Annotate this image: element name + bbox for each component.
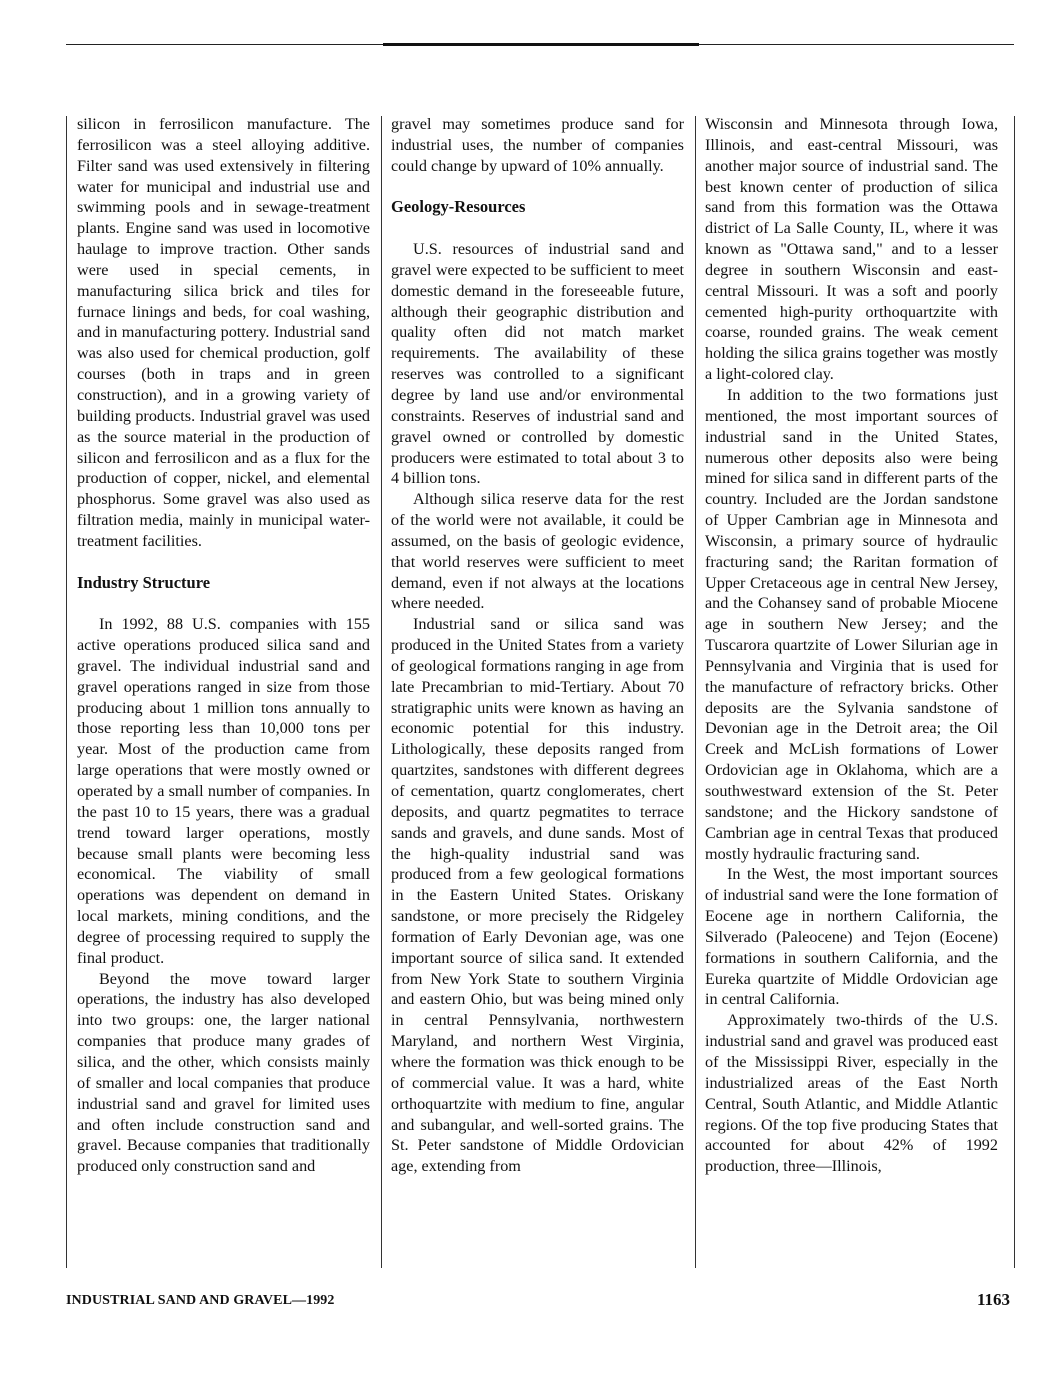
paragraph-formations: Industrial sand or silica sand was produced in the United States from a variety of geological formations ranging in age from late Precambrian to mid-Tertiary. About 70 stratigraphic units were known as having an economic potential for this industry. Lithologically, these deposits ranged from quartzites, sandstones with different degrees of cementation, quartz conglomerates, chert deposits, and quartz pegmatites to terrace sands and gravels, and dune sands. Most of the high-quality industrial sand was produced from a few geological formations in the Eastern United States. Oriskany sandstone, or more precisely the Ridgeley formation of Early Devonian age, was one important source of silica sand. It extended from New York State to southern Virginia and eastern Ohio, but was being mined only in central Pennsylvania, northwestern Maryland, and northern West Virginia, where the formation was thick enough to be of commercial value. It was a hard, white orthoquartzite with medium to fine, angular and subangular, and well-sorted grains. The St. Peter sandstone of Middle Ordovician age, extending from — [391, 615, 684, 1176]
paragraph-uses-continued: silicon in ferrosilicon manufacture. The ferrosilicon was a steel alloying additive. Filter sand was used extensively in filtering water for municipal and industrial use and swimming pools and in sewage-treatment plants. Engine sand was used in locomotive haulage to improve traction. Other sands were used in special cements, in manufacturing silica brick and tiles for furnace linings and beds, for coal washing, and in manufacturing pottery. Industrial sand was also used for chemical production, golf courses (both in traps and in green construction), and in a growing variety of building products. Industrial gravel was used as the source material in the production of silicon and ferrosilicon and as a flux for the production of copper, nickel, and elemental phosphorus. Some gravel was also used as filtration media, mainly in municipal water-treatment facilities. — [77, 115, 370, 550]
column-rule-2 — [695, 116, 696, 1268]
running-footer-title: INDUSTRIAL SAND AND GRAVEL—1992 — [66, 1293, 335, 1308]
paragraph-st-peter-continued: Wisconsin and Minnesota through Iowa, Illinois, and east-central Missouri, was another major source of industrial sand. The best known center of production of silica sand from this formation was the Ottawa district of La Salle County, IL, where it was known as "Ottawa sand," and to a lesser degree in southern Wisconsin and east-central Missouri. It was a soft and poorly cemented high-purity orthoquartzite with coarse, rounded grains. The weak cement holding the silica grains together was mostly a light-colored clay. — [705, 115, 998, 384]
paragraph-us-resources: U.S. resources of industrial sand and gravel were expected to be sufficient to meet domestic demand in the foreseeable future, although their geographic distribution and quality often did not match market requirements. The availability of these reserves was controlled to a significant degree by land use and/or environmental constraints. Reserves of industrial sand and gravel owned or controlled by domestic producers were estimated to total about 3 to 4 billion tons. — [391, 240, 684, 488]
paragraph-regional-production: Approximately two-thirds of the U.S. industrial sand and gravel was produced east of the Mississippi River, especially in the industrialized areas of the East North Central, South Atlantic, and Middle Atlantic regions. Of the top five producing States that accounted for about 42% of 1992 production, three—Illinois, — [705, 1011, 998, 1176]
column-2 — [391, 114, 684, 1264]
header-rule-accent — [383, 43, 699, 46]
paragraph-companies-continued: gravel may sometimes produce sand for industrial uses, the number of companies could change by upward of 10% annually. — [391, 115, 684, 175]
paragraph-west: In the West, the most important sources of industrial sand were the Ione formation of Eocene age in northern California, the Silverado (Paleocene) and Tejon (Eocene) formations in southern California, and the Eureka quartzite of Middle Ordovician age in central California. — [705, 865, 998, 1009]
page-number: 1163 — [976, 1290, 1010, 1309]
section-heading-geology-resources: Geology-Resources — [391, 197, 526, 217]
column-rule-left — [66, 116, 67, 1268]
column-3 — [705, 114, 998, 1264]
paragraph-industry-groups: Beyond the move toward larger operations, the industry has also developed into two groups: one, the larger national companies that produce many grades of silica, and the other, which consists mainly of smaller and local companies that produce industrial sand and gravel for limited uses and often include construction sand and gravel. Because companies that traditionally produced only construction sand and — [77, 969, 370, 1176]
paragraph-companies: In 1992, 88 U.S. companies with 155 active operations produced silica sand and gravel. The individual industrial sand and gravel operations ranged in size from those producing about 1 million tons annually to those reporting less than 10,000 tons per year. Most of the production came from large operations that were mostly owned or operated by a small number of companies. In the past 10 to 15 years, there was a gradual trend toward larger operations, mostly because small plants were becoming less economical. The viability of small operations was dependent on demand in local markets, mining conditions, and the degree of processing required to supply the final product. — [77, 615, 370, 967]
paragraph-world-reserves: Although silica reserve data for the rest of the world were not available, it could be assumed, on the basis of geologic evidence, that world reserves were sufficient to meet demand, even if not always at the locations where needed. — [391, 490, 684, 613]
column-1 — [77, 114, 370, 1264]
paragraph-other-deposits: In addition to the two formations just mentioned, the most important sources of industrial sand in the United States, numerous other deposits also were being mined for silica sand in different parts of the country. Included are the Jordan sandstone of Upper Cambrian age in Minnesota and Wisconsin, a primary source of hydraulic fracturing sand; the Raritan formation of Upper Cretaceous age in central New Jersey, and the Cohansey sand of probable Miocene age in southern New Jersey; and the Tuscarora quartzite of Lower Silurian age in Pennsylvania and Virginia that is used for the manufacture of refractory bricks. Other deposits are the Sylvania sandstone of Devonian age in the Detroit area; the Oil Creek and McLish formations of Lower Ordovician age in Oklahoma, which are a southwestward extension of the St. Peter sandstone; and the Hickory sandstone of Cambrian age in central Texas that produced mostly hydraulic fracturing sand. — [705, 385, 998, 863]
column-rule-1 — [381, 116, 382, 1268]
section-heading-industry-structure: Industry Structure — [77, 572, 211, 592]
column-rule-right — [1014, 116, 1015, 1268]
